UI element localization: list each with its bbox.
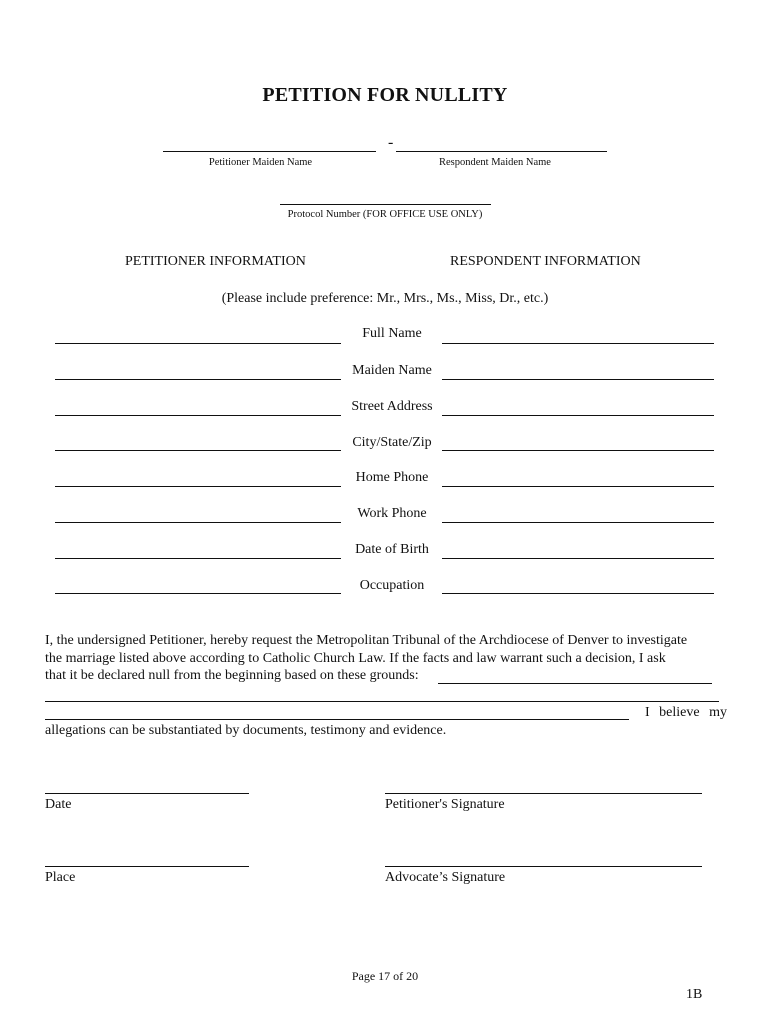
protocol-number-line[interactable] xyxy=(280,204,491,205)
date-of-birth-label: Date of Birth xyxy=(355,542,429,557)
respondent-occupation-line[interactable] xyxy=(442,593,714,594)
respondent-information-heading: RESPONDENT INFORMATION xyxy=(450,254,641,269)
advocate-signature-label: Advocate’s Signature xyxy=(385,870,506,885)
petitioner-maiden-name-label: Petitioner Maiden Name xyxy=(208,157,313,168)
petitioner-signature-line[interactable] xyxy=(385,793,702,794)
grounds-line-2[interactable] xyxy=(45,701,719,702)
grounds-line-1[interactable] xyxy=(438,683,712,684)
respondent-full-name-line[interactable] xyxy=(442,343,714,344)
respondent-maiden-name-field-line[interactable] xyxy=(442,379,714,380)
petitioner-information-heading: PETITIONER INFORMATION xyxy=(125,254,306,269)
full-name-label: Full Name xyxy=(362,326,422,341)
date-label: Date xyxy=(45,797,72,812)
name-separator-dash: - xyxy=(388,134,394,151)
page-number: Page 17 of 20 xyxy=(351,969,419,983)
statement-line-3: that it be declared null from the beginning based on these grounds: xyxy=(45,668,419,683)
occupation-label: Occupation xyxy=(359,578,425,593)
place-label: Place xyxy=(45,870,76,885)
respondent-work-phone-line[interactable] xyxy=(442,522,714,523)
petitioner-date-of-birth-line[interactable] xyxy=(55,558,341,559)
petitioner-occupation-line[interactable] xyxy=(55,593,341,594)
respondent-street-address-line[interactable] xyxy=(442,415,714,416)
respondent-date-of-birth-line[interactable] xyxy=(442,558,714,559)
petitioner-maiden-name-line[interactable] xyxy=(163,151,376,152)
respondent-home-phone-line[interactable] xyxy=(442,486,714,487)
protocol-number-label: Protocol Number (FOR OFFICE USE ONLY) xyxy=(287,209,483,220)
petitioner-city-state-zip-line[interactable] xyxy=(55,450,341,451)
grounds-line-3[interactable] xyxy=(45,719,629,720)
maiden-name-label: Maiden Name xyxy=(352,363,432,378)
statement-believe: I believe my xyxy=(645,705,727,720)
advocate-signature-line[interactable] xyxy=(385,866,702,867)
date-line[interactable] xyxy=(45,793,249,794)
street-address-label: Street Address xyxy=(351,399,433,414)
petitioner-signature-label: Petitioner's Signature xyxy=(385,797,505,812)
petitioner-home-phone-line[interactable] xyxy=(55,486,341,487)
respondent-city-state-zip-line[interactable] xyxy=(442,450,714,451)
page-title: PETITION FOR NULLITY xyxy=(262,84,508,106)
petitioner-work-phone-line[interactable] xyxy=(55,522,341,523)
respondent-maiden-name-line[interactable] xyxy=(396,151,607,152)
statement-line-1: I, the undersigned Petitioner, hereby request the Metropolitan Tribunal of the Archdiocese of Denver to investigate xyxy=(45,633,688,648)
statement-line-2: the marriage listed above according to Catholic Church Law. If the facts and law warrant such a decision, I ask xyxy=(45,651,666,666)
preference-note: (Please include preference: Mr., Mrs., Ms., Miss, Dr., etc.) xyxy=(221,291,549,306)
home-phone-label: Home Phone xyxy=(355,470,429,485)
statement-line-6: allegations can be substantiated by documents, testimony and evidence. xyxy=(45,723,447,738)
petitioner-street-address-line[interactable] xyxy=(55,415,341,416)
petitioner-full-name-line[interactable] xyxy=(55,343,341,344)
work-phone-label: Work Phone xyxy=(357,506,427,521)
place-line[interactable] xyxy=(45,866,249,867)
petitioner-maiden-name-field-line[interactable] xyxy=(55,379,341,380)
city-state-zip-label: City/State/Zip xyxy=(352,435,432,450)
respondent-maiden-name-label: Respondent Maiden Name xyxy=(439,157,551,168)
form-code: 1B xyxy=(686,987,703,1002)
